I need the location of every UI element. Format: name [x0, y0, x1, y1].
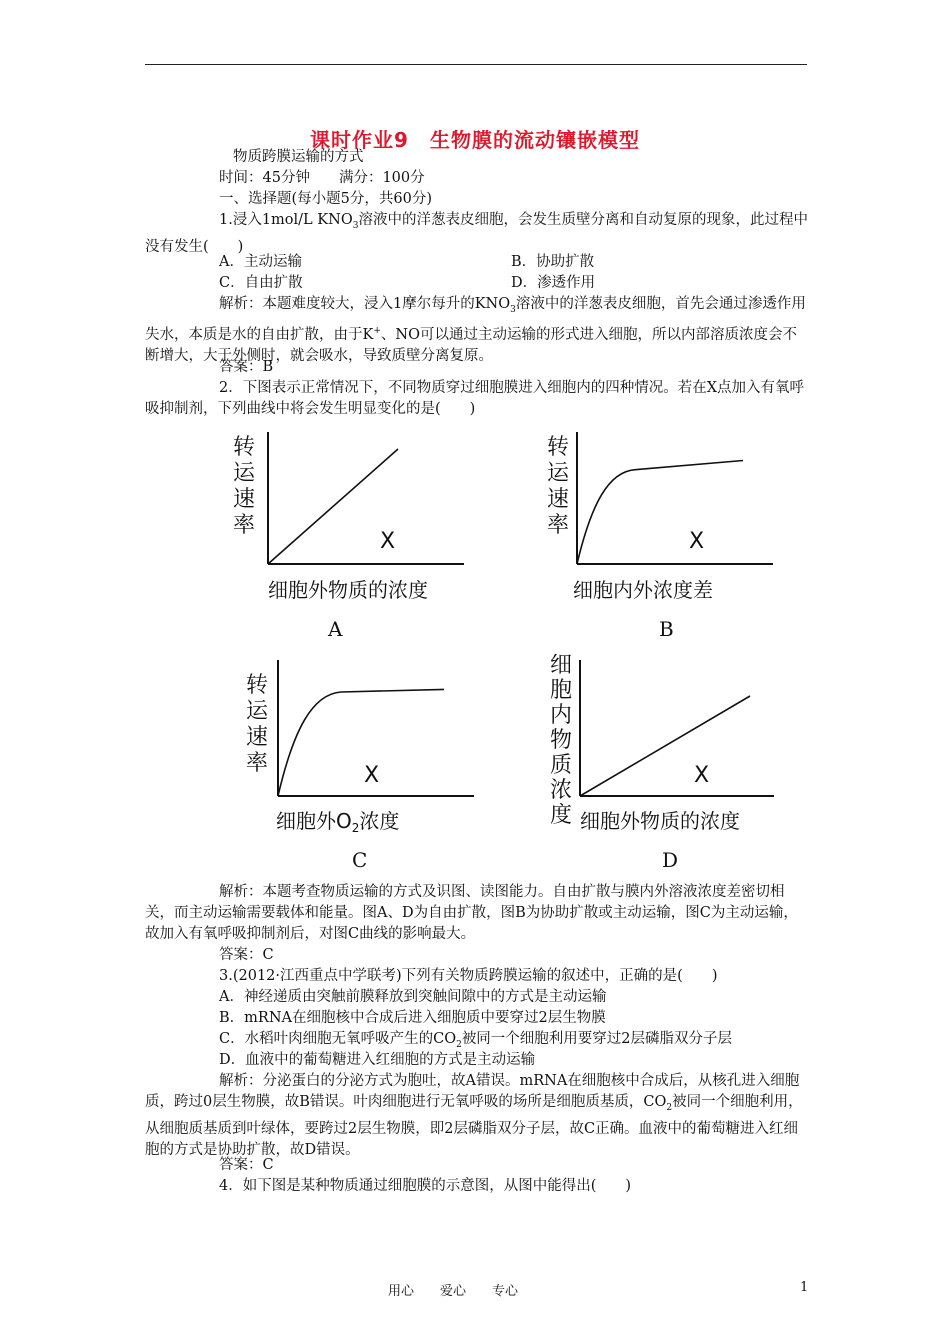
chart-d-x-marker: X	[694, 763, 710, 788]
q2-stem: 2．下图表示正常情况下，不同物质穿过细胞膜进入细胞内的四种情况。若在X点加入有氧呼吸抑制剂，下列曲线中将会发生明显变化的是( )	[145, 380, 805, 417]
q1-analysis-a: 解析：本题难度较大，浸入1摩尔每升的KNO	[219, 296, 511, 312]
chart-a-ylabel-char: 运	[233, 461, 256, 486]
q3-option-c-b: 被同一个细胞利用要穿过2层磷脂双分子层	[461, 1031, 733, 1047]
page-title: 课时作业9 生物膜的流动镶嵌模型	[310, 128, 640, 152]
q1-option-a: A．主动运输	[219, 254, 302, 270]
section-heading: 一、选择题(每小题5分，共60分)	[219, 191, 432, 207]
chart-b-svg	[537, 432, 777, 652]
q1-option-d: D．渗透作用	[511, 275, 596, 291]
question-1: 1.浸入1mol/L $KNO_3$溶液中的洋葱表皮细胞，会发生质壁分离和自动复原的现象，此过程中没有发生( )	[145, 212, 808, 255]
chart-c-curve	[278, 689, 444, 796]
chart-d-ylabel-char: 内	[550, 703, 573, 728]
q2-analysis: 解析：本题考查物质运输的方式及识图、读图能力。自由扩散与膜内外溶液浓度差密切相关，而主动运输需要载体和能量。图A、D为自由扩散，图B为协助扩散或主动运输，图C为主动运输，故加入有氧呼吸抑制剂后，对图C曲线的影响最大。	[145, 884, 798, 942]
chart-a-ylabel-char: 速	[233, 487, 256, 512]
q1-analysis: 解析：本题难度较大，浸入1摩尔每升的$KNO_3$溶液中的洋葱表皮细胞，首先会通过渗透作用失水，本质是水的自由扩散，由于K+、NO可以通过主动运输的形式进入细胞，所以内部溶质浓度会不断增大，大于外侧时，就会吸水，导致质壁分离复原。	[145, 296, 806, 364]
chart-d-ylabel-char: 细	[550, 653, 573, 678]
footer-page-number: 1	[800, 1280, 809, 1295]
chart-b	[537, 432, 777, 652]
q3-option-c: C．水稻叶肉细胞无氧呼吸产生的$CO_2$被同一个细胞利用要穿过2层磷脂双分子层	[219, 1031, 733, 1050]
chart-b-ylabel-char: 率	[547, 513, 570, 538]
chart-c	[238, 660, 478, 880]
chart-d-ylabel-char: 胞	[550, 678, 573, 703]
chart-d-ylabel	[550, 653, 572, 828]
q1-stem-b: 溶液中的洋葱表皮细胞，会发生质壁分离和自动复原的现象，此过程中没有发生( )	[145, 212, 808, 255]
q3-analysis-block: 解析：分泌蛋白的分泌方式为胞吐，故A错误。mRNA在细胞核中合成后，从核孔进入细胞质，跨过0层生物膜，故B错误。叶肉细胞进行无氧呼吸的场所是细胞质基质，$CO_2$被同一个细胞利用，从细胞质基质到叶绿体，要跨过2层生物膜，即2层磷脂双分子层，故C正确。血液中的葡萄糖进入红细胞的方式是协助扩散，故D错误。	[145, 1073, 803, 1158]
q2-analysis-block	[145, 882, 810, 945]
q4-stem: 4．如下图是某种物质通过细胞膜的示意图，从图中能得出( )	[219, 1178, 632, 1194]
chart-a-ylabel-char: 转	[233, 435, 256, 460]
chart-a-xlabel: 细胞外物质的浓度	[268, 578, 428, 602]
q3-option-a: A．神经递质由突触前膜释放到突触间隙中的方式是主动运输	[219, 989, 607, 1005]
chart-a-x-marker: X	[380, 529, 396, 554]
q1-option-b: B．协助扩散	[511, 254, 595, 270]
chart-a-ylabel-char: 率	[233, 513, 256, 538]
chart-b-x-marker: X	[689, 529, 705, 554]
chart-b-ylabel-char: 转	[547, 435, 570, 460]
chart-c-x-marker: X	[364, 763, 380, 788]
chart-c-xlabel	[276, 809, 399, 835]
q1-analysis-c: 、NO可以通过主动运输的形式进入细胞，所以内部溶质浓度会不断增大，大于外侧时，就会吸水，导致质壁分离复原。	[145, 326, 797, 364]
q3-option-b: B．mRNA在细胞核中合成后进入细胞质中要穿过2层生物膜	[219, 1010, 606, 1026]
q1-answer: 答案：B	[219, 359, 274, 375]
chart-a-ylabel	[233, 435, 256, 538]
chart-a	[228, 432, 468, 652]
q3-answer: 答案：C	[219, 1157, 274, 1173]
q3-option-d: D．血液中的葡萄糖进入红细胞的方式是主动运输	[219, 1052, 536, 1068]
footer-motto: 用心 爱心 专心	[388, 1284, 519, 1299]
chart-d-curve	[580, 696, 750, 796]
chart-a-svg	[228, 432, 468, 652]
q3-option-c-a: C．水稻叶肉细胞无氧呼吸产生的CO	[219, 1031, 457, 1047]
chart-d-title: D	[662, 848, 679, 872]
q2-answer: 答案：C	[219, 947, 274, 963]
chart-b-xlabel: 细胞内外浓度差	[573, 578, 713, 602]
question-2	[145, 378, 810, 420]
chart-d-ylabel-char: 浓	[550, 778, 573, 803]
chart-d	[538, 652, 778, 880]
chart-b-curve	[577, 461, 743, 565]
chart-c-xlabel-a: 细胞外O	[276, 809, 352, 833]
subtitle: 物质跨膜运输的方式	[233, 149, 364, 165]
chart-c-svg	[238, 660, 478, 880]
chart-c-ylabel-char: 运	[246, 699, 269, 724]
q3-analysis-b: 被同一个细胞利用，从细胞质基质到叶绿体，要跨过2层生物膜，即2层磷脂双分子层，故C正确。血液中的葡萄糖进入红细胞的方式是协助扩散，故D错误。	[145, 1094, 803, 1158]
q3-analysis-a: 解析：分泌蛋白的分泌方式为胞吐，故A错误。mRNA在细胞核中合成后，从核孔进入细胞质，跨过0层生物膜，故B错误。叶肉细胞进行无氧呼吸的场所是细胞质基质，CO	[145, 1073, 800, 1110]
chart-b-title: B	[659, 617, 674, 641]
chart-b-ylabel	[547, 435, 570, 538]
chart-c-ylabel	[246, 673, 269, 776]
chart-d-ylabel-char: 质	[550, 753, 573, 778]
chart-c-ylabel-char: 速	[246, 725, 269, 750]
chart-d-svg	[538, 652, 778, 880]
chart-a-curve	[268, 449, 398, 564]
q1-stem-a: 1.浸入1mol/L KNO	[219, 212, 353, 228]
chart-d-xlabel: 细胞外物质的浓度	[580, 809, 740, 833]
chart-c-title: C	[352, 848, 368, 872]
chart-d-ylabel-char: 度	[550, 803, 573, 828]
chart-b-ylabel-char: 运	[547, 461, 570, 486]
q3-stem: 3.(2012·江西重点中学联考)下列有关物质跨膜运输的叙述中，正确的是( )	[219, 968, 718, 984]
q1-option-c: C．自由扩散	[219, 275, 303, 291]
time-score: 时间：45分钟 满分：100分	[219, 170, 425, 186]
chart-c-xlabel-b: 浓度	[359, 809, 400, 833]
chart-c-ylabel-char: 转	[246, 673, 269, 698]
chart-c-ylabel-char: 率	[246, 751, 269, 776]
header-rule	[145, 64, 807, 65]
chart-a-title: A	[328, 617, 343, 641]
q1-analysis-b: 溶液中的洋葱表皮细胞，首先会通过渗透作用失水，本质是水的自由扩散，由于K	[145, 296, 806, 343]
chart-b-ylabel-char: 速	[547, 487, 570, 512]
chart-c-xlabel-sub: 2	[351, 821, 360, 835]
chart-d-ylabel-char: 物	[550, 728, 573, 753]
